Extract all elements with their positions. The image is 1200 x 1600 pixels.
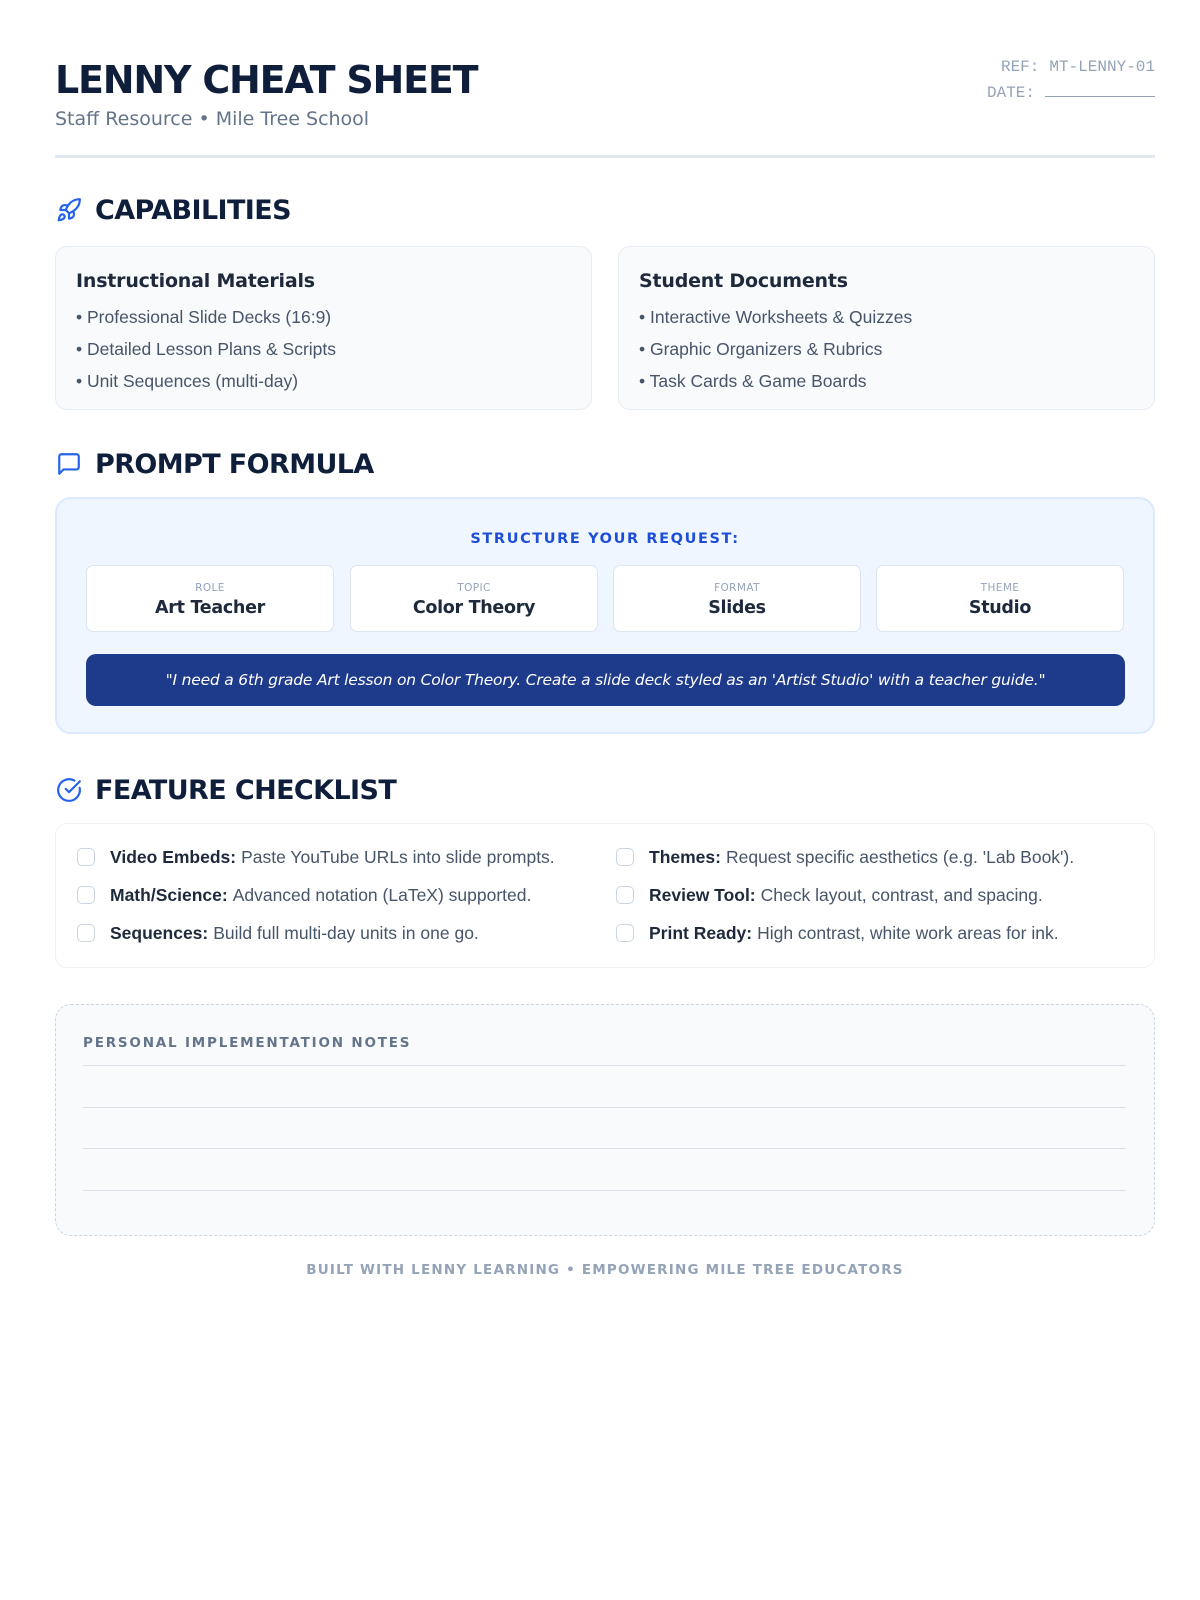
card-heading: Instructional Materials: [76, 270, 315, 292]
feature-label: Sequences:: [110, 922, 209, 943]
part-label: THEME: [980, 582, 1020, 594]
card-heading: Student Documents: [639, 270, 848, 292]
date-blank-line: [1045, 80, 1155, 97]
feature-text: Paste YouTube URLs into slide prompts.: [241, 846, 555, 867]
capability-list: [639, 301, 1134, 397]
formula-part-topic: [350, 565, 598, 632]
list-item: • Interactive Worksheets & Quizzes: [639, 307, 913, 327]
checklist-item-math-science[interactable]: [77, 880, 531, 910]
feature-text: Request specific aesthetics (e.g. 'Lab Book').: [725, 846, 1075, 867]
prompt-formula-heading: PROMPT FORMULA: [95, 448, 374, 480]
capabilities-heading: CAPABILITIES: [95, 194, 291, 226]
checkbox[interactable]: [616, 924, 634, 942]
checkbox[interactable]: [616, 886, 634, 904]
prompt-formula-box: [55, 497, 1155, 734]
header: [55, 0, 1155, 158]
part-value: Art Teacher: [155, 598, 265, 618]
checklist-item-video-embeds[interactable]: [77, 842, 555, 872]
checkbox[interactable]: [616, 848, 634, 866]
feature-text: Advanced notation (LaTeX) supported.: [232, 884, 532, 905]
part-label: TOPIC: [457, 582, 491, 594]
structure-label: STRUCTURE YOUR REQUEST:: [470, 531, 740, 547]
checklist-item-sequences[interactable]: [77, 918, 479, 948]
part-value: Color Theory: [412, 598, 536, 618]
list-item: • Detailed Lesson Plans & Scripts: [76, 339, 337, 359]
formula-part-format: [613, 565, 861, 632]
note-line: [83, 1107, 1126, 1108]
message-square-icon: [55, 450, 83, 478]
part-label: FORMAT: [714, 582, 760, 594]
date-label: DATE:: [986, 84, 1035, 102]
feature-checklist-card: [55, 823, 1155, 968]
checkbox[interactable]: [77, 848, 95, 866]
formula-part-theme: [876, 565, 1124, 632]
part-value: Slides: [708, 598, 766, 618]
list-item: • Professional Slide Decks (16:9): [76, 307, 332, 327]
checkbox[interactable]: [77, 886, 95, 904]
feature-checklist-section-title: [55, 772, 396, 808]
ref-label: REF:: [1000, 58, 1040, 76]
page-title: LENNY CHEAT SHEET: [55, 58, 478, 102]
check-circle-icon: [55, 776, 83, 804]
rocket-icon: [55, 196, 83, 224]
ref-row: [987, 55, 1155, 80]
part-value: Studio: [968, 598, 1032, 618]
checkbox[interactable]: [77, 924, 95, 942]
feature-label: Print Ready:: [649, 922, 753, 943]
feature-label: Math/Science:: [110, 884, 228, 905]
date-row: [987, 80, 1155, 106]
capability-list: [76, 301, 571, 397]
feature-label: Video Embeds:: [110, 846, 237, 867]
capabilities-section-title: [55, 192, 291, 228]
example-prompt-banner: "I need a 6th grade Art lesson on Color Theory. Create a slide deck styled as an 'Artist Studio' with a teacher guide.": [86, 654, 1125, 706]
feature-checklist-heading: FEATURE CHECKLIST: [95, 774, 397, 806]
student-documents-card: [618, 246, 1155, 410]
implementation-notes-box[interactable]: [55, 1004, 1155, 1236]
list-item: • Unit Sequences (multi-day): [76, 371, 299, 391]
feature-text: Build full multi-day units in one go.: [213, 922, 479, 943]
checklist-item-print-ready[interactable]: [616, 918, 1059, 948]
notes-title: PERSONAL IMPLEMENTATION NOTES: [83, 1035, 412, 1051]
feature-text: Check layout, contrast, and spacing.: [760, 884, 1043, 905]
part-label: ROLE: [195, 582, 225, 594]
note-line: [83, 1148, 1126, 1149]
feature-label: Themes:: [649, 846, 721, 867]
prompt-formula-section-title: [55, 446, 374, 482]
note-line: [83, 1190, 1126, 1191]
feature-text: High contrast, white work areas for ink.: [757, 922, 1059, 943]
list-item: • Task Cards & Game Boards: [639, 371, 867, 391]
footer: BUILT WITH LENNY LEARNING • EMPOWERING MILE TREE EDUCATORS: [306, 1262, 904, 1278]
checklist-item-review-tool[interactable]: [616, 880, 1043, 910]
formula-part-role: [86, 565, 334, 632]
feature-label: Review Tool:: [649, 884, 756, 905]
reference-block: [987, 55, 1155, 106]
instructional-materials-card: [55, 246, 592, 410]
list-item: • Graphic Organizers & Rubrics: [639, 339, 883, 359]
page-subtitle: Staff Resource • Mile Tree School: [55, 108, 370, 130]
note-line: [83, 1065, 1126, 1066]
ref-value: MT-LENNY-01: [1049, 58, 1155, 76]
cheat-sheet-page: [55, 0, 1155, 1278]
checklist-item-themes[interactable]: [616, 842, 1074, 872]
